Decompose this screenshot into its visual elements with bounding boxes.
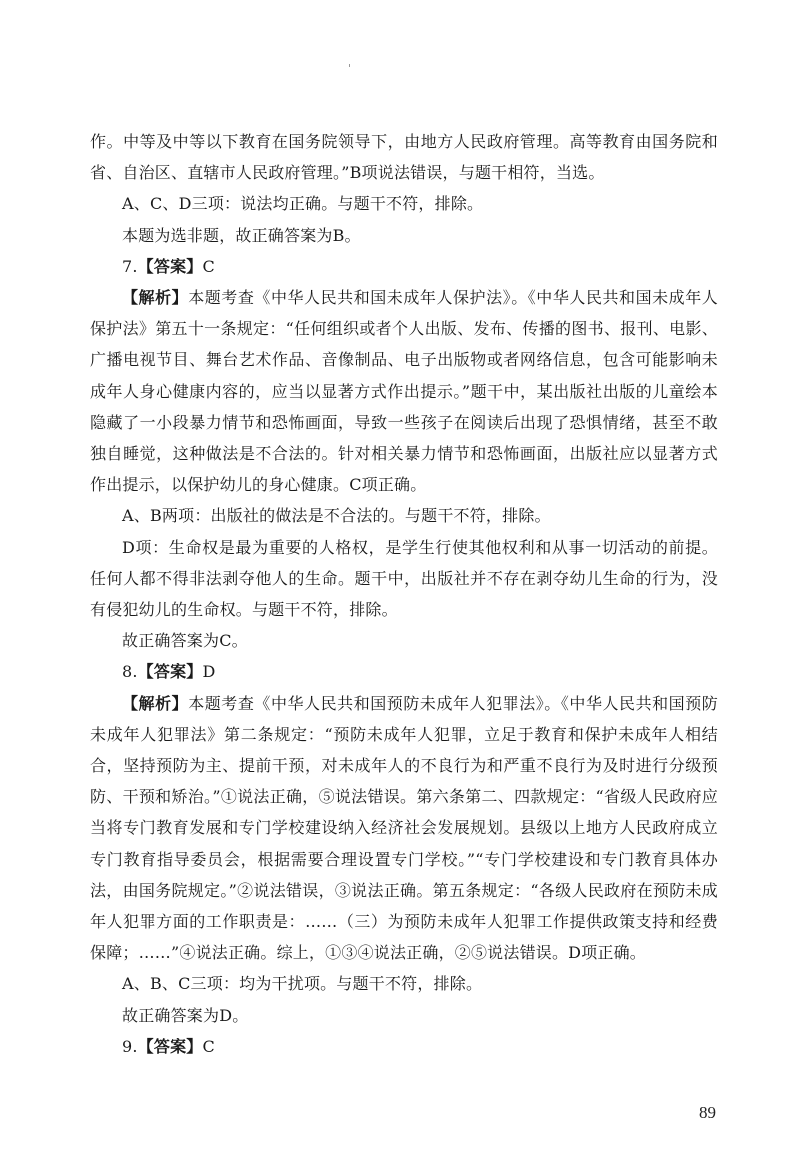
paragraph-text: A、B两项：出版社的做法是不合法的。与题干不符，排除。 (122, 506, 551, 526)
paragraph-text: 本题考查《中华人民共和国未成年人保护法》。《中华人民共和国未成年人保护法》第五十一条规定：“任何组织或者个人出版、发布、传播的图书、报刊、电影、广播电视节目、舞台艺术作品、音像制品、电子出版物或者网络信息，包含可能影响未成年人身心健康内容的，应当以显著方式作出提示。”题干中，某出版社出版的儿童绘本隐藏了一小段暴力情节和恐怖画面，导致一些孩子在阅读后出现了恐惧情绪，甚至不敢独自睡觉，这种做法是不合法的。针对相关暴力情节和恐怖画面，出版社应以显著方式作出提示，以保护幼儿的身心健康。C项正确。 (90, 288, 718, 495)
paragraph (90, 500, 718, 531)
answer-line (90, 1031, 718, 1062)
question-number: 9. (122, 1036, 138, 1056)
paragraph-text: 故正确答案为C。 (122, 631, 248, 651)
question-number: 7. (122, 256, 138, 276)
answer-label: 【答案】 (137, 256, 203, 276)
paragraph (90, 1000, 718, 1031)
top-mark (349, 64, 350, 67)
answer-value: D (202, 662, 216, 682)
analysis-label: 【解析】 (122, 288, 189, 308)
analysis-paragraph (90, 282, 718, 500)
paragraph (90, 625, 718, 656)
answer-value: C (202, 256, 215, 276)
answer-line (90, 251, 718, 282)
page-number: 89 (699, 1103, 716, 1122)
answer-value: C (202, 1036, 215, 1056)
paragraph-text: 本题为选非题，故正确答案为B。 (122, 225, 361, 245)
paragraph (90, 968, 718, 999)
paragraph (90, 126, 718, 188)
analysis-paragraph (90, 688, 718, 969)
paragraph-text: 作。中等及中等以下教育在国务院领导下，由地方人民政府管理。高等教育由国务院和省、自治区、直辖市人民政府管理。”B项说法错误，与题干相符，当选。 (90, 132, 718, 183)
paragraph-text: A、C、D三项：说法均正确。与题干不符，排除。 (122, 194, 484, 214)
paragraph-text: 故正确答案为D。 (122, 1005, 249, 1025)
page-body (90, 126, 718, 1062)
analysis-label: 【解析】 (122, 693, 189, 713)
answer-label: 【答案】 (137, 662, 203, 682)
question-number: 8. (122, 662, 138, 682)
paragraph-text: A、B、C三项：均为干扰项。与题干不符，排除。 (122, 974, 483, 994)
answer-label: 【答案】 (137, 1036, 203, 1056)
answer-line (90, 656, 718, 687)
paragraph-text: 本题考查《中华人民共和国预防未成年人犯罪法》。《中华人民共和国预防未成年人犯罪法》第二条规定：“预防未成年人犯罪，立足于教育和保护未成年人相结合，坚持预防为主、提前干预，对未成年人的不良行为和严重不良行为及时进行分级预防、干预和矫治。”①说法正确，⑤说法错误。第六条第二、四款规定：“省级人民政府应当将专门教育发展和专门学校建设纳入经济社会发展规划。县级以上地方人民政府成立专门教育指导委员会，根据需要合理设置专门学校。”“专门学校建设和专门教育具体办法，由国务院规定。”②说法错误，③说法正确。第五条规定：“各级人民政府在预防未成年人犯罪方面的工作职责是：……（三）为预防未成年人犯罪工作提供政策支持和经费保障；……”④说法正确。综上，①③④说法正确，②⑤说法错误。D项正确。 (90, 693, 718, 963)
paragraph-text: D项：生命权是最为重要的人格权，是学生行使其他权利和从事一切活动的前提。任何人都不得非法剥夺他人的生命。题干中，出版社并不存在剥夺幼儿生命的行为，没有侵犯幼儿的生命权。与题干不符，排除。 (90, 537, 718, 620)
paragraph (90, 188, 718, 219)
paragraph (90, 220, 718, 251)
paragraph (90, 532, 718, 626)
